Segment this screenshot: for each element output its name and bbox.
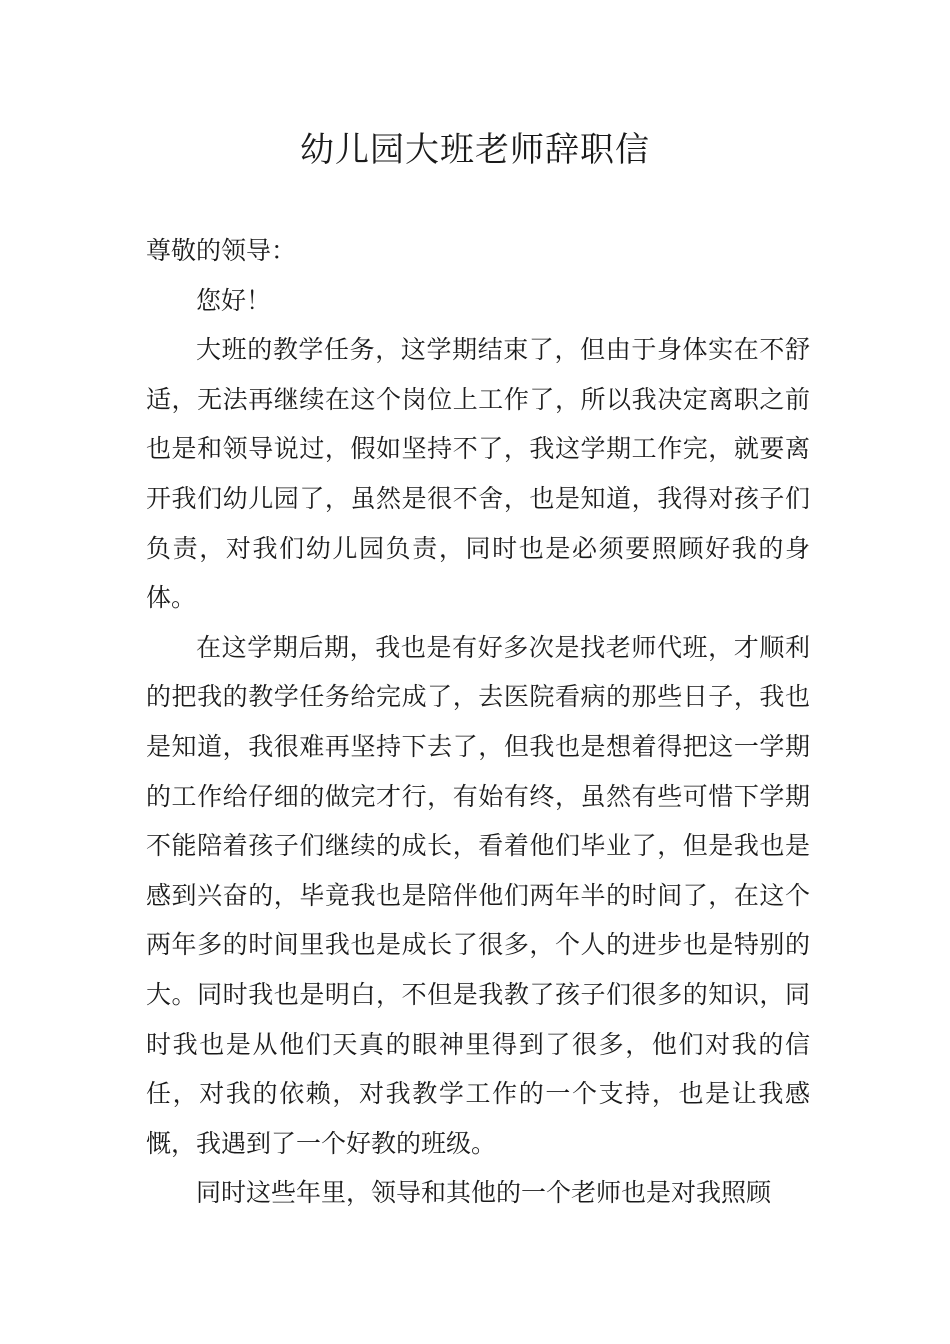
paragraph-1: 大班的教学任务，这学期结束了，但由于身体实在不舒适，无法再继续在这个岗位上工作了，所以我决定离职之前也是和领导说过，假如坚持不了，我这学期工作完，就要离开我们幼儿园了，虽然是很不舍，也是知道，我得对孩子们负责，对我们幼儿园负责，同时也是必须要照顾好我的身体。 (146, 335, 810, 613)
salutation: 尊敬的领导： (146, 236, 297, 265)
document-title: 幼儿园大班老师辞职信 (300, 130, 650, 170)
greeting: 您好！ (196, 285, 272, 315)
letter-body (146, 226, 810, 1218)
paragraph-2: 在这学期后期，我也是有好多次是找老师代班，才顺利的把我的教学任务给完成了，去医院看病的那些日子，我也是知道，我很难再坚持下去了，但我也是想着得把这一学期的工作给仔细的做完才行，有始有终，虽然有些可惜下学期不能陪着孩子们继续的成长，看着他们毕业了，但是我也是感到兴奋的，毕竟我也是陪伴他们两年半的时间了，在这个两年多的时间里我也是成长了很多，个人的进步也是特别的大。同时我也是明白，不但是我教了孩子们很多的知识，同时我也是从他们天真的眼神里得到了很多，他们对我的信任，对我的依赖，对我教学工作的一个支持，也是让我感慨，我遇到了一个好教的班级。 (146, 632, 810, 1158)
paragraph-3: 同时这些年里，领导和其他的一个老师也是对我照顾 (196, 1178, 772, 1208)
